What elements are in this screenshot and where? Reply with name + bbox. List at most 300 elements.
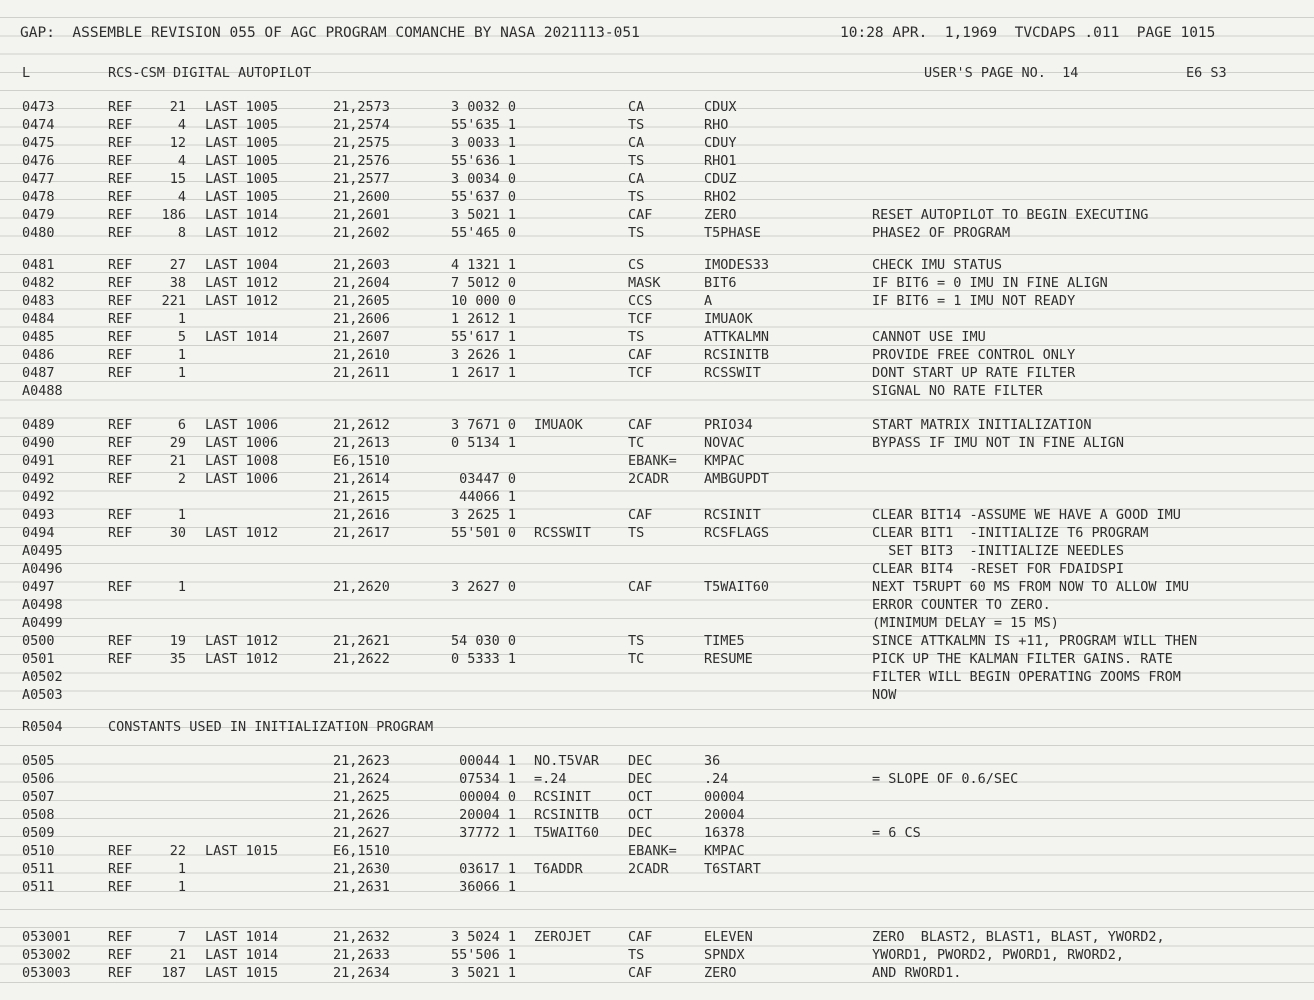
cell-cmt: AND RWORD1. — [872, 965, 962, 981]
cell-ref: REF — [108, 651, 133, 667]
cell-line: 0475 — [22, 135, 55, 151]
cell-op: CS — [628, 257, 645, 273]
cell-lab: T6ADDR — [534, 861, 583, 877]
cell-line: 0482 — [22, 275, 55, 291]
cell-ref: REF — [108, 365, 133, 381]
cell-op: CAF — [628, 507, 653, 523]
listing-row — [0, 416, 1314, 434]
cell-word: 55'635 1 — [450, 117, 516, 133]
cell-last: LAST 1005 — [205, 153, 279, 169]
cell-addr: 21,2631 — [333, 879, 390, 895]
cell-num: 2 — [177, 471, 186, 487]
cell-word: 3 5021 1 — [450, 965, 516, 981]
header-assembly-info: GAP: ASSEMBLE REVISION 055 OF AGC PROGRAM COMANCHE BY NASA 2021113-051 — [20, 25, 640, 41]
cell-addr: 21,2617 — [333, 525, 390, 541]
cell-cmt: DONT START UP RATE FILTER — [872, 365, 1076, 381]
cell-word: 3 2625 1 — [450, 507, 516, 523]
cell-oper: CDUY — [704, 135, 737, 151]
cell-word: 36066 1 — [459, 879, 516, 895]
cell-line: A0495 — [22, 543, 63, 559]
cell-word: 20004 1 — [459, 807, 516, 823]
cell-addr: 21,2606 — [333, 311, 390, 327]
cell-cmt: CHECK IMU STATUS — [872, 257, 1003, 273]
cell-line: 053002 — [22, 947, 71, 963]
cell-word: 37772 1 — [459, 825, 516, 841]
cell-num: 1 — [177, 507, 186, 523]
cell-cmt: ERROR COUNTER TO ZERO. — [872, 597, 1051, 613]
cell-op: TS — [628, 633, 645, 649]
listing-row — [0, 274, 1314, 292]
cell-line: A0502 — [22, 669, 63, 685]
cell-ref: REF — [108, 207, 133, 223]
cell-oper: RHO1 — [704, 153, 737, 169]
listing-row — [0, 310, 1314, 328]
cell-lab: NO.T5VAR — [534, 753, 600, 769]
cell-cmt: (MINIMUM DELAY = 15 MS) — [872, 615, 1059, 631]
cell-word: 3 0032 0 — [450, 99, 516, 115]
listing-row — [0, 614, 1314, 632]
cell-ref: REF — [108, 311, 133, 327]
cell-cmt: BYPASS IF IMU NOT IN FINE ALIGN — [872, 435, 1124, 451]
cell-addr: 21,2625 — [333, 789, 390, 805]
cell-line: 0492 — [22, 471, 55, 487]
cell-lab: ZEROJET — [534, 929, 591, 945]
listing-row — [0, 152, 1314, 170]
cell-cmt: NEXT T5RUPT 60 MS FROM NOW TO ALLOW IMU — [872, 579, 1189, 595]
listing-row — [0, 650, 1314, 668]
cell-num: 1 — [177, 579, 186, 595]
cell-num: 8 — [177, 225, 186, 241]
cell-oper: ZERO — [704, 965, 737, 981]
listing-row — [0, 878, 1314, 896]
cell-ref: REF — [108, 879, 133, 895]
cell-op: OCT — [628, 789, 653, 805]
cell-last: LAST 1012 — [205, 525, 279, 541]
cell-ref: REF — [108, 417, 133, 433]
cell-last: LAST 1014 — [205, 947, 279, 963]
cell-op: CA — [628, 99, 645, 115]
cell-oper: RHO2 — [704, 189, 737, 205]
cell-addr: 21,2573 — [333, 99, 390, 115]
cell-word: 07534 1 — [459, 771, 516, 787]
cell-ref: REF — [108, 329, 133, 345]
cell-last: LAST 1012 — [205, 293, 279, 309]
listing-row — [0, 946, 1314, 964]
cell-ref: REF — [108, 257, 133, 273]
cell-line: 0486 — [22, 347, 55, 363]
cell-lab: RCSSWIT — [534, 525, 591, 541]
listing-row — [0, 596, 1314, 614]
cell-ref: REF — [108, 525, 133, 541]
cell-op: CAF — [628, 929, 653, 945]
cell-line: 0490 — [22, 435, 55, 451]
listing-row — [0, 452, 1314, 470]
listing-row — [0, 542, 1314, 560]
cell-addr: 21,2574 — [333, 117, 390, 133]
cell-cmt: START MATRIX INITIALIZATION — [872, 417, 1092, 433]
cell-oper: RESUME — [704, 651, 753, 667]
cell-ref: REF — [108, 929, 133, 945]
cell-op: DEC — [628, 825, 653, 841]
cell-op: CAF — [628, 207, 653, 223]
cell-addr: 21,2614 — [333, 471, 390, 487]
cell-ref: REF — [108, 347, 133, 363]
cell-num: 27 — [169, 257, 186, 273]
listing-row — [0, 382, 1314, 400]
cell-num: 7 — [177, 929, 186, 945]
cell-ref: REF — [108, 947, 133, 963]
cell-last: LAST 1008 — [205, 453, 279, 469]
cell-line: 0505 — [22, 753, 55, 769]
page-header — [0, 24, 1314, 42]
cell-op: CAF — [628, 579, 653, 595]
listing-row — [0, 328, 1314, 346]
cell-addr: 21,2632 — [333, 929, 390, 945]
cell-ref: REF — [108, 453, 133, 469]
cell-ref: REF — [108, 135, 133, 151]
cell-oper: KMPAC — [704, 843, 745, 859]
cell-word: 55'617 1 — [450, 329, 516, 345]
cell-oper: T5WAIT60 — [704, 579, 770, 595]
cell-oper: T6START — [704, 861, 761, 877]
listing-row — [0, 560, 1314, 578]
cell-word: 1 2617 1 — [450, 365, 516, 381]
listing-row — [0, 188, 1314, 206]
cell-addr: 21,2623 — [333, 753, 390, 769]
cell-num: 21 — [169, 947, 186, 963]
user-page-label: USER'S PAGE NO. 14 — [924, 65, 1079, 81]
listing-row — [0, 134, 1314, 152]
cell-oper: T5PHASE — [704, 225, 761, 241]
listing-row — [0, 524, 1314, 542]
cell-addr: 21,2622 — [333, 651, 390, 667]
cell-num: 1 — [177, 879, 186, 895]
cell-addr: 21,2607 — [333, 329, 390, 345]
cell-lab: T5WAIT60 — [534, 825, 600, 841]
cell-ref: REF — [108, 189, 133, 205]
cell-last: LAST 1004 — [205, 257, 279, 273]
cell-op: CCS — [628, 293, 653, 309]
cell-num: 4 — [177, 189, 186, 205]
cell-word: 3 5021 1 — [450, 207, 516, 223]
cell-cmt: CLEAR BIT1 -INITIALIZE T6 PROGRAM — [872, 525, 1149, 541]
cell-op: CA — [628, 135, 645, 151]
cell-line: 0477 — [22, 171, 55, 187]
cell-word: 0 5333 1 — [450, 651, 516, 667]
cell-addr: 21,2633 — [333, 947, 390, 963]
cell-line: 0480 — [22, 225, 55, 241]
cell-word: 3 0033 1 — [450, 135, 516, 151]
cell-addr: 21,2630 — [333, 861, 390, 877]
cell-op: TS — [628, 525, 645, 541]
cell-addr: 21,2616 — [333, 507, 390, 523]
cell-word: 03447 0 — [459, 471, 516, 487]
cell-addr: 21,2604 — [333, 275, 390, 291]
listing-row — [0, 632, 1314, 650]
cell-word: 54 030 0 — [450, 633, 516, 649]
cell-num: 35 — [169, 651, 186, 667]
cell-word: 0 5134 1 — [450, 435, 516, 451]
cell-word: 00044 1 — [459, 753, 516, 769]
cell-addr: 21,2634 — [333, 965, 390, 981]
listing-row — [0, 824, 1314, 842]
cell-last: LAST 1015 — [205, 965, 279, 981]
cell-num: 30 — [169, 525, 186, 541]
cell-line: 0494 — [22, 525, 55, 541]
cell-line: 0476 — [22, 153, 55, 169]
cell-oper: CDUZ — [704, 171, 737, 187]
cell-oper: 16378 — [704, 825, 745, 841]
cell-oper: ELEVEN — [704, 929, 753, 945]
cell-op: CAF — [628, 965, 653, 981]
cell-line: A0498 — [22, 597, 63, 613]
cell-op: CA — [628, 171, 645, 187]
cell-line: A0496 — [22, 561, 63, 577]
listing-row — [0, 506, 1314, 524]
cell-num: 21 — [169, 99, 186, 115]
cell-op: EBANK= — [628, 843, 677, 859]
cell-last: LAST 1012 — [205, 275, 279, 291]
cell-line: 0511 — [22, 879, 55, 895]
cell-line: 0489 — [22, 417, 55, 433]
cell-lab: RCSINIT — [534, 789, 591, 805]
cell-op: TS — [628, 153, 645, 169]
cell-cmt: PICK UP THE KALMAN FILTER GAINS. RATE — [872, 651, 1173, 667]
cell-line: 0484 — [22, 311, 55, 327]
cell-last: LAST 1006 — [205, 435, 279, 451]
listing-row — [0, 770, 1314, 788]
listing-row — [0, 116, 1314, 134]
cell-num: 5 — [177, 329, 186, 345]
cell-line: 0479 — [22, 207, 55, 223]
cell-lab: IMUAOK — [534, 417, 583, 433]
cell-word: 55'501 0 — [450, 525, 516, 541]
cell-oper: RCSINIT — [704, 507, 761, 523]
cell-oper: CDUX — [704, 99, 737, 115]
cell-word: 00004 0 — [459, 789, 516, 805]
cell-cmt: SET BIT3 -INITIALIZE NEEDLES — [872, 543, 1124, 559]
cell-word: 1 2612 1 — [450, 311, 516, 327]
section-mark: L — [22, 65, 31, 81]
listing-row — [0, 578, 1314, 596]
cell-oper: A — [704, 293, 713, 309]
cell-word: 3 5024 1 — [450, 929, 516, 945]
listing-row — [0, 346, 1314, 364]
cell-addr: 21,2620 — [333, 579, 390, 595]
cell-oper: .24 — [704, 771, 729, 787]
cell-num: 4 — [177, 117, 186, 133]
cell-ref: REF — [108, 293, 133, 309]
cell-line: 0493 — [22, 507, 55, 523]
cell-line: 0506 — [22, 771, 55, 787]
cell-oper: TIME5 — [704, 633, 745, 649]
cell-line: 0501 — [22, 651, 55, 667]
cell-op: CAF — [628, 347, 653, 363]
cell-cmt: IF BIT6 = 0 IMU IN FINE ALIGN — [872, 275, 1108, 291]
cell-addr: E6,1510 — [333, 843, 390, 859]
cell-op: TS — [628, 117, 645, 133]
cell-addr: 21,2615 — [333, 489, 390, 505]
cell-oper: IMUAOK — [704, 311, 753, 327]
cell-op: CAF — [628, 417, 653, 433]
cell-last: LAST 1014 — [205, 329, 279, 345]
cell-oper: 36 — [704, 753, 721, 769]
cell-lab: =.24 — [534, 771, 567, 787]
cell-cmt: CLEAR BIT14 -ASSUME WE HAVE A GOOD IMU — [872, 507, 1181, 523]
cell-addr: 21,2576 — [333, 153, 390, 169]
cell-line: R0504 — [22, 719, 63, 735]
cell-num: 15 — [169, 171, 186, 187]
listing-row — [0, 470, 1314, 488]
cell-addr: 21,2627 — [333, 825, 390, 841]
cell-cmt: NOW — [872, 687, 897, 703]
cell-addr: 21,2600 — [333, 189, 390, 205]
cell-op: DEC — [628, 753, 653, 769]
cell-line: 0481 — [22, 257, 55, 273]
cell-line: 0487 — [22, 365, 55, 381]
section-title: RCS-CSM DIGITAL AUTOPILOT — [108, 65, 312, 81]
cell-addr: 21,2621 — [333, 633, 390, 649]
cell-cmt: IF BIT6 = 1 IMU NOT READY — [872, 293, 1076, 309]
listing-row — [0, 434, 1314, 452]
cell-num: 21 — [169, 453, 186, 469]
cell-addr: 21,2577 — [333, 171, 390, 187]
cell-cmt: YWORD1, PWORD2, PWORD1, RWORD2, — [872, 947, 1124, 963]
cell-ref: CONSTANTS USED IN INITIALIZATION PROGRAM — [108, 719, 434, 735]
cell-ref: REF — [108, 965, 133, 981]
cell-line: A0488 — [22, 383, 63, 399]
cell-word: 4 1321 1 — [450, 257, 516, 273]
cell-word: 7 5012 0 — [450, 275, 516, 291]
cell-line: 0508 — [22, 807, 55, 823]
cell-last: LAST 1005 — [205, 189, 279, 205]
cell-op: DEC — [628, 771, 653, 787]
cell-line: 053001 — [22, 929, 71, 945]
cell-word: 3 2627 0 — [450, 579, 516, 595]
cell-cmt: = SLOPE OF 0.6/SEC — [872, 771, 1019, 787]
listing-row — [0, 256, 1314, 274]
cell-oper: RCSFLAGS — [704, 525, 770, 541]
cell-line: 053003 — [22, 965, 71, 981]
cell-op: OCT — [628, 807, 653, 823]
listing-row — [0, 788, 1314, 806]
cell-num: 6 — [177, 417, 186, 433]
cell-oper: PRIO34 — [704, 417, 753, 433]
cell-ref: REF — [108, 117, 133, 133]
cell-op: TCF — [628, 365, 653, 381]
cell-last: LAST 1014 — [205, 207, 279, 223]
cell-oper: RHO — [704, 117, 729, 133]
listing-row — [0, 98, 1314, 116]
cell-num: 4 — [177, 153, 186, 169]
cell-last: LAST 1005 — [205, 171, 279, 187]
cell-num: 1 — [177, 311, 186, 327]
cell-addr: 21,2605 — [333, 293, 390, 309]
cell-cmt: PROVIDE FREE CONTROL ONLY — [872, 347, 1076, 363]
cell-cmt: CLEAR BIT4 -RESET FOR FDAIDSPI — [872, 561, 1124, 577]
cell-last: LAST 1006 — [205, 417, 279, 433]
cell-oper: 20004 — [704, 807, 745, 823]
cell-last: LAST 1005 — [205, 135, 279, 151]
cell-oper: KMPAC — [704, 453, 745, 469]
listing-row — [0, 668, 1314, 686]
cell-ref: REF — [108, 153, 133, 169]
section-header — [0, 64, 1314, 82]
cell-addr: 21,2602 — [333, 225, 390, 241]
cell-line: 0491 — [22, 453, 55, 469]
cell-line: 0511 — [22, 861, 55, 877]
cell-last: LAST 1012 — [205, 225, 279, 241]
cell-op: 2CADR — [628, 471, 669, 487]
cell-line: A0499 — [22, 615, 63, 631]
cell-num: 1 — [177, 861, 186, 877]
cell-op: MASK — [628, 275, 661, 291]
cell-word: 55'506 1 — [450, 947, 516, 963]
cell-line: 0478 — [22, 189, 55, 205]
cell-last: LAST 1012 — [205, 651, 279, 667]
cell-num: 19 — [169, 633, 186, 649]
cell-line: 0492 — [22, 489, 55, 505]
cell-cmt: = 6 CS — [872, 825, 921, 841]
cell-addr: 21,2611 — [333, 365, 390, 381]
cell-cmt: FILTER WILL BEGIN OPERATING ZOOMS FROM — [872, 669, 1181, 685]
cell-ref: REF — [108, 435, 133, 451]
cell-line: 0509 — [22, 825, 55, 841]
cell-last: LAST 1014 — [205, 929, 279, 945]
listing-row — [0, 364, 1314, 382]
cell-oper: ATTKALMN — [704, 329, 770, 345]
cell-addr: E6,1510 — [333, 453, 390, 469]
cell-oper: 00004 — [704, 789, 745, 805]
cell-line: 0510 — [22, 843, 55, 859]
cell-cmt: SIGNAL NO RATE FILTER — [872, 383, 1043, 399]
cell-oper: SPNDX — [704, 947, 745, 963]
listing-row — [0, 718, 1314, 736]
listing-row — [0, 292, 1314, 310]
listing-row — [0, 488, 1314, 506]
listing-row — [0, 206, 1314, 224]
cell-num: 29 — [169, 435, 186, 451]
cell-addr: 21,2603 — [333, 257, 390, 273]
cell-line: 0473 — [22, 99, 55, 115]
cell-num: 1 — [177, 365, 186, 381]
cell-last: LAST 1012 — [205, 633, 279, 649]
cell-num: 221 — [161, 293, 186, 309]
listing-row — [0, 170, 1314, 188]
cell-line: 0474 — [22, 117, 55, 133]
cell-word: 03617 1 — [459, 861, 516, 877]
cell-cmt: SINCE ATTKALMN IS +11, PROGRAM WILL THEN — [872, 633, 1198, 649]
listing-row — [0, 860, 1314, 878]
cell-num: 12 — [169, 135, 186, 151]
cell-word: 55'637 0 — [450, 189, 516, 205]
cell-addr: 21,2612 — [333, 417, 390, 433]
cell-word: 3 2626 1 — [450, 347, 516, 363]
cell-lab: RCSINITB — [534, 807, 600, 823]
cell-word: 55'465 0 — [450, 225, 516, 241]
cell-ref: REF — [108, 507, 133, 523]
cell-line: 0497 — [22, 579, 55, 595]
cell-cmt: CANNOT USE IMU — [872, 329, 986, 345]
cell-word: 3 7671 0 — [450, 417, 516, 433]
bank-label: E6 S3 — [1186, 65, 1227, 81]
listing-row — [0, 686, 1314, 704]
cell-num: 186 — [161, 207, 186, 223]
cell-ref: REF — [108, 861, 133, 877]
cell-last: LAST 1006 — [205, 471, 279, 487]
cell-last: LAST 1005 — [205, 99, 279, 115]
listing-row — [0, 806, 1314, 824]
